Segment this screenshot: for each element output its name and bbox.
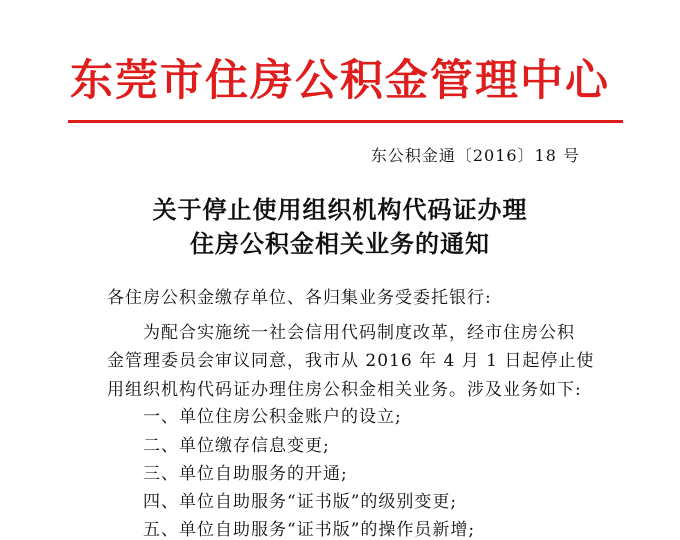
paragraph-line: 用组织机构代码证办理住房公积金相关业务。涉及业务如下: — [107, 380, 582, 400]
paragraph-line: 为配合实施统一社会信用代码制度改革，经市住房公积 — [143, 323, 575, 343]
list-item: 三、单位自助服务的开通; — [143, 464, 348, 484]
document-number: 东公积金通〔2016〕18 号 — [370, 146, 580, 165]
red-header-rule — [68, 120, 623, 123]
salutation: 各住房公积金缴存单位、各归集业务受委托银行: — [107, 288, 492, 308]
paragraph-line: 金管理委员会审议同意，我市从 2016 年 4 月 1 日起停止使 — [107, 351, 595, 371]
list-item: 五、单位自助服务“证书版”的操作员新增; — [143, 520, 476, 540]
notice-title-line-2: 住房公积金相关业务的通知 — [190, 229, 490, 258]
notice-title-line-1: 关于停止使用组织机构代码证办理 — [152, 195, 528, 224]
list-item: 一、单位住房公积金账户的设立; — [143, 407, 402, 427]
issuer-header-title: 东莞市住房公积金管理中心 — [70, 56, 610, 106]
list-item: 二、单位缴存信息变更; — [143, 436, 330, 456]
list-item: 四、单位自助服务“证书版”的级别变更; — [143, 492, 458, 512]
